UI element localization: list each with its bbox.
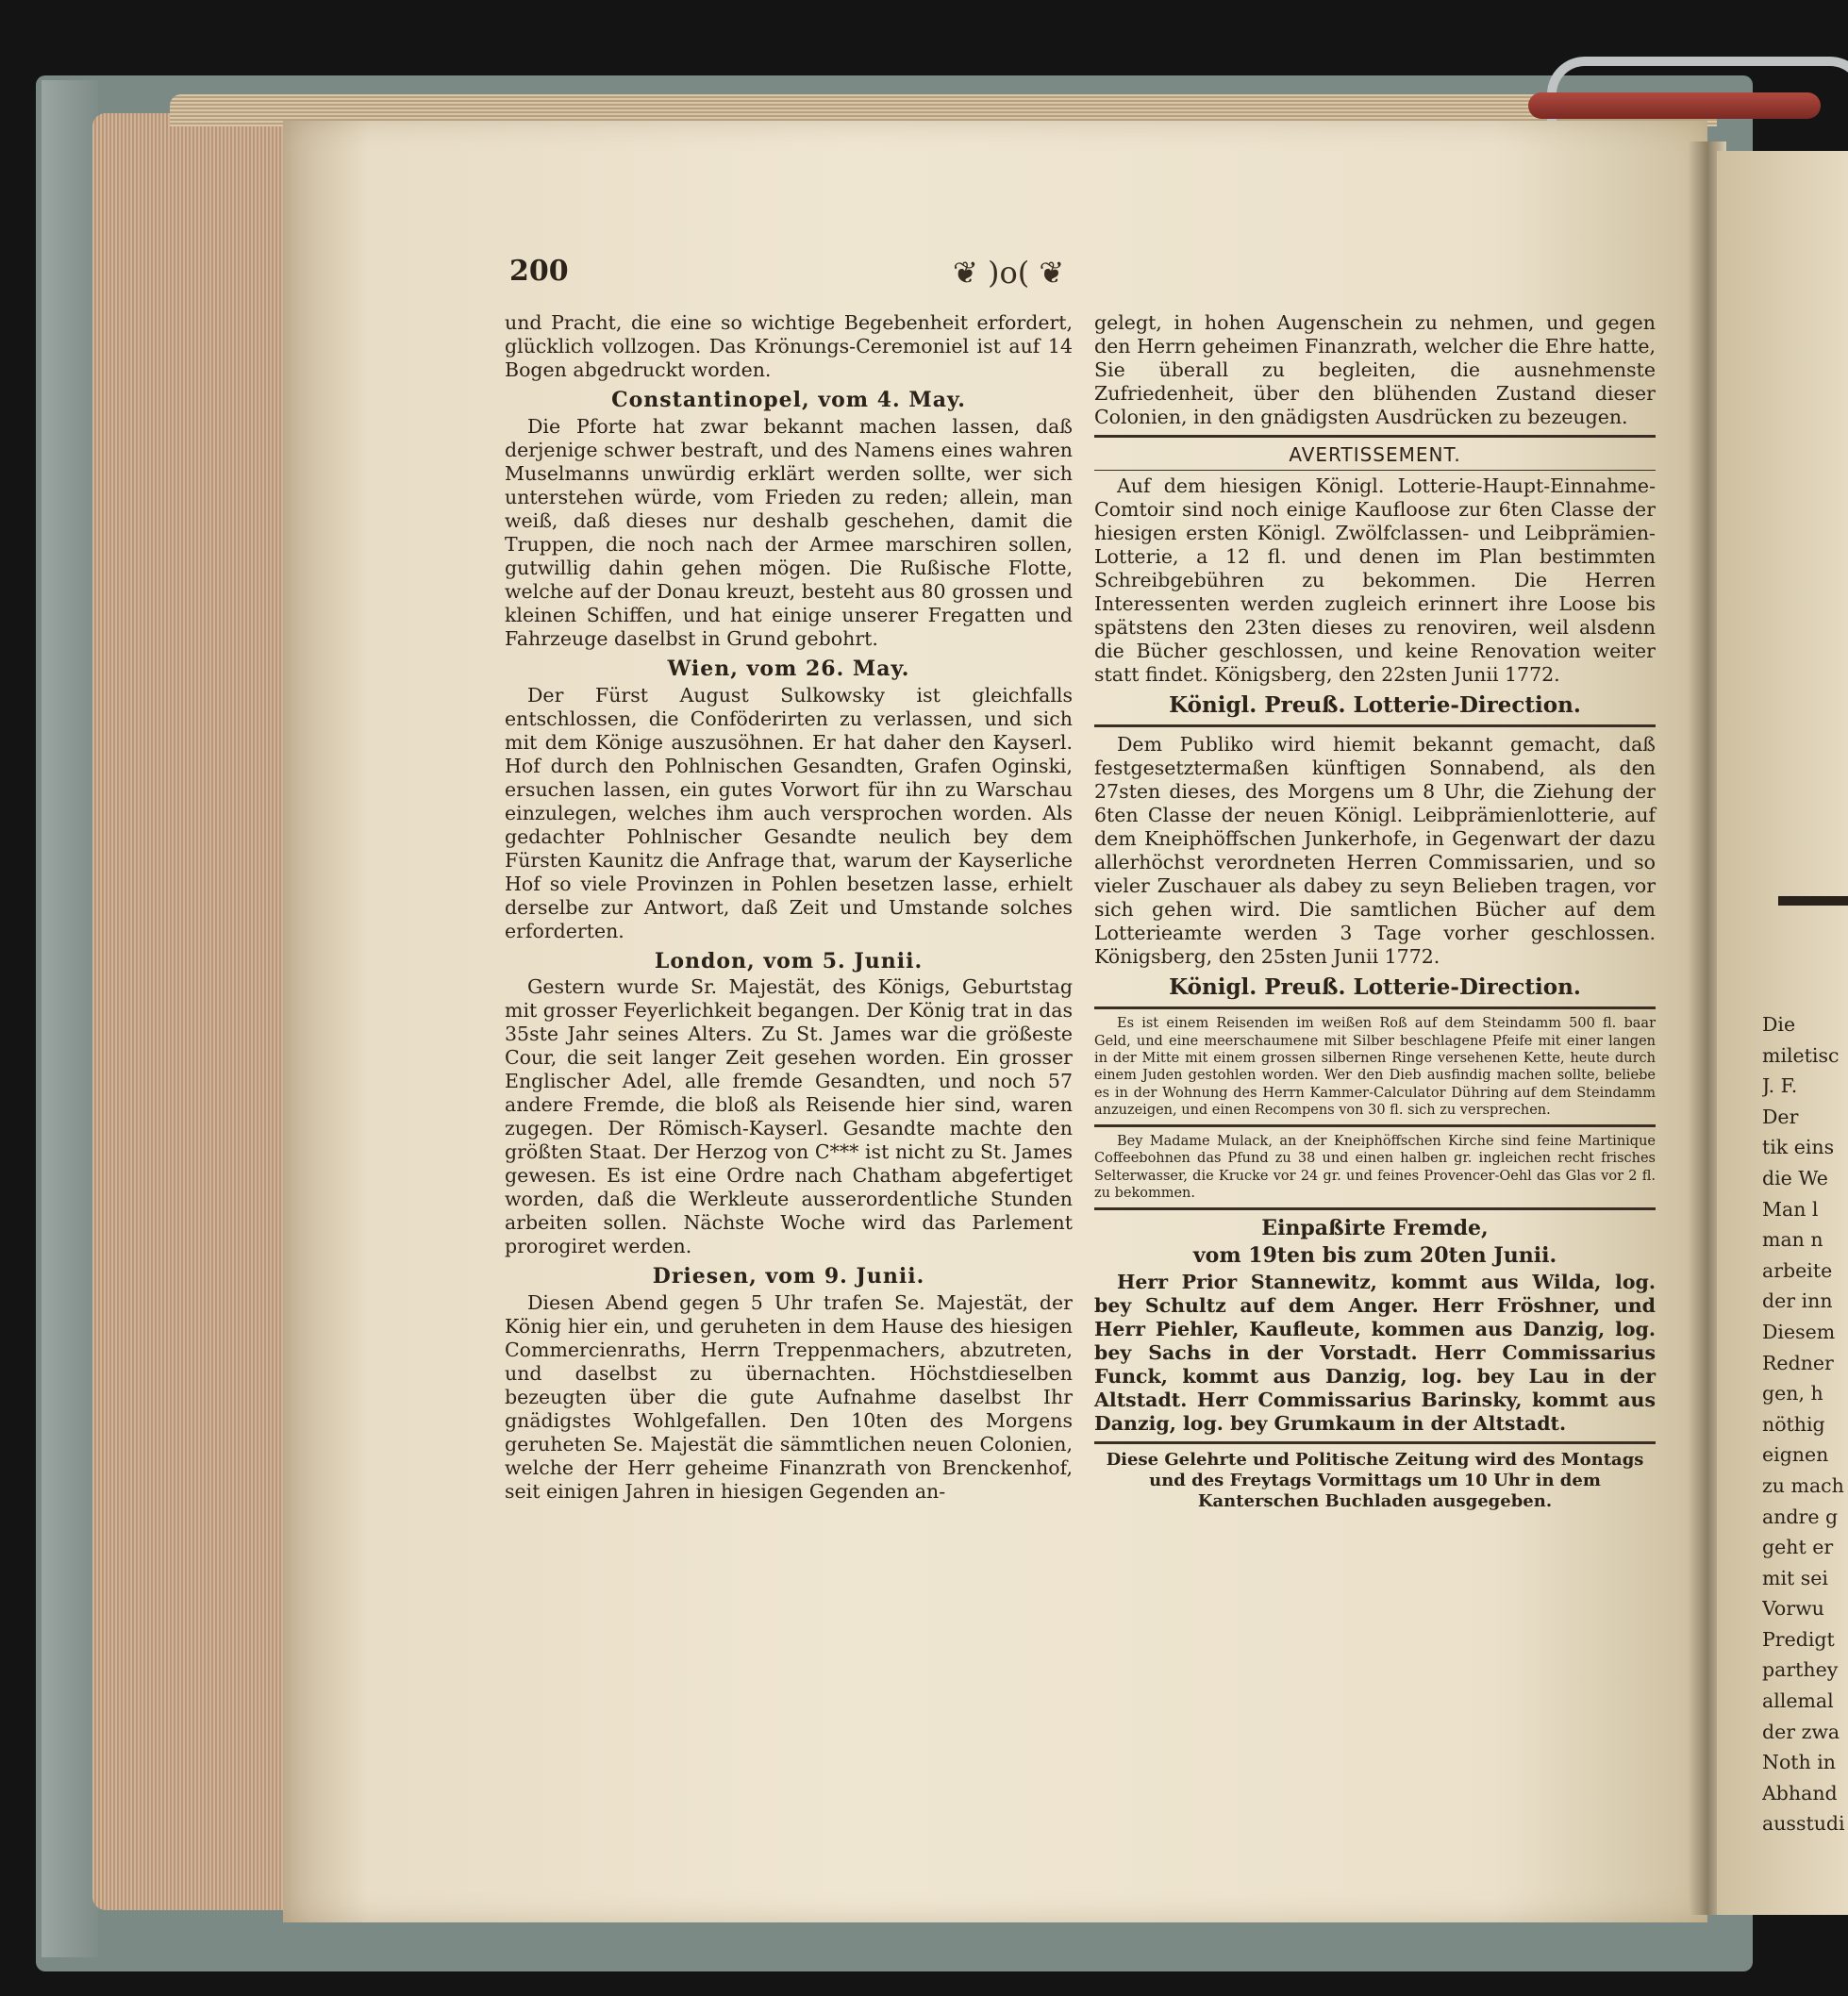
right-column: [1094, 311, 1656, 1512]
facing-page-line: parthey: [1762, 1658, 1839, 1682]
facing-page-line: allemal: [1762, 1689, 1834, 1713]
facing-page-line: ausstudi: [1762, 1812, 1845, 1836]
article-driesen: Diesen Abend gegen 5 Uhr trafen Se. Majestät, der König hier ein, und geruheten in dem Hause des hiesigen Commercienraths, Herrn Treppenmachers, abzutreten, und daselbst zu übernachten. Höchstdieselben bezeugten über die gute Aufnahme daselbst Ihr gnädigstes Wohlgefallen. Den 10ten des Morgens geruheten Se. Majestät die sämmtlichen neuen Colonien, welche der Herr geheime Finanzrath von Brenckenhof, seit einigen Jahren in hiesigen Gegenden an-: [505, 1291, 1073, 1504]
facing-page-line: nöthig: [1762, 1412, 1825, 1436]
facing-page-line: die We: [1762, 1166, 1828, 1189]
facing-page-line: zu mach: [1762, 1473, 1844, 1497]
article-constantinopel: Die Pforte hat zwar bekannt machen lassen, daß derjenige schwer bestraft, und des Namens eines wahren Muselmanns unwürdig erklärt werden sollte, wer sich unterstehen würde, vom Frieden zu reden; allein, man weiß, daß dieses nur deshalb geschehen, damit die Truppen, die noch nach der Armee marschiren sollen, gutwillig dahin gehen mögen. Die Rußische Flotte, welche auf der Donau kreuzt, besteht aus 80 grossen und kleinen Schiffen, und hat einige unserer Fregatten und Fahrzeuge daselbst in Grund gebohrt.: [505, 414, 1073, 650]
fremde-title: Einpaßirte Fremde,: [1261, 1216, 1489, 1241]
facing-page-line: arbeite: [1762, 1258, 1833, 1282]
facing-page-line: Vorwu: [1762, 1597, 1824, 1621]
fremde-list: Herr Prior Stannewitz, kommt aus Wilda, log. bey Schultz auf dem Anger. Herr Fröshner, und Herr Piehler, Kaufleute, kommen aus Danzig, log. bey Sachs in der Vorstadt. Herr Commissarius Funck, kommt aus Danzig, log. bey Lau in der Altstadt. Herr Commissarius Barinsky, kommt aus Danzig, log. bey Grumkaum in der Altstadt.: [1094, 1270, 1656, 1435]
article-london: Gestern wurde Sr. Majestät, des Königs, Geburtstag mit grosser Feyerlichkeit begangen. Der König trat in das 35ste Jahr seines Alters. Zu St. James war die größeste Cour, die seit langer Zeit gesehen worden. Ein grosser Englischer Adel, alle fremde Gesandten, und noch 57 andere Fremde, die bloß als Reisende hier sind, waren zugegen. Der Römisch-Kayserl. Gesandte machte den größten Staat. Der Herzog von C*** ist nicht zu St. James gewesen. Es ist eine Ordre nach Chatham abgefertiget worden, daß die Werkleute ausserordentliche Stunden arbeiten sollen. Nächste Woche wird das Parlement prorogiret werden.: [505, 975, 1073, 1258]
dateline-driesen: Driesen, vom 9. Junii.: [652, 1264, 925, 1289]
book-spine-edge: [42, 80, 98, 1957]
page-number: 200: [509, 255, 569, 288]
imprint-notice: Diese Gelehrte und Politische Zeitung wird des Montags und des Freytags Vormittags um 10 Uhr in dem Kanterschen Buchladen ausgegeben.: [1106, 1449, 1644, 1511]
facing-page-line: der inn: [1762, 1289, 1833, 1313]
ribbon-bookmark: [1528, 92, 1821, 119]
facing-page-text: [1762, 1009, 1847, 1839]
advertisement-lotterie-1: Auf dem hiesigen Königl. Lotterie-Haupt-Einnahme-Comtoir sind noch einige Kaufloose zur 6ten Classe der hiesigen ersten Königl. Zwölfclassen- und Leibprämien-Lotterie, a 12 fl. und denen im Plan bestimmten Schreibgebühren zu bekommen. Die Herren Interessenten werden zugleich erinnert ihre Loose bis spätstens den 23ten dieses zu renoviren, weil alsdenn die Bücher geschlossen, und keine Renovation weiter statt findet. Königsberg, den 22sten Junii 1772.: [1094, 474, 1656, 687]
signature-lotterie-2: Königl. Preuß. Lotterie-Direction.: [1169, 974, 1581, 1001]
left-column: [505, 311, 1073, 1504]
facing-page-line: Predigt: [1762, 1627, 1835, 1651]
facing-page-line: Der: [1762, 1105, 1799, 1128]
title-rule: [1094, 470, 1656, 471]
signature-lotterie-1: Königl. Preuß. Lotterie-Direction.: [1169, 692, 1581, 719]
facing-page-line: der zwa: [1762, 1720, 1840, 1743]
facing-page-line: Die: [1762, 1013, 1796, 1036]
ornament-icon: ❦ )o( ❦: [953, 255, 1065, 291]
dateline-wien: Wien, vom 26. May.: [667, 656, 910, 681]
fremde-subtitle: vom 19ten bis zum 20ten Junii.: [1192, 1242, 1557, 1268]
notice-theft: Es ist einem Reisenden im weißen Roß auf dem Steindamm 500 fl. baar Geld, und eine meerschaumene mit Silber beschlagene Pfeife mit einer langen in der Mitte mit einem grossen silbernen Ringe versehenen Kette, heute durch einem Juden gestohlen worden. Wer den Dieb ausfindig machen sollte, beliebe es in der Wohnung des Herrn Kammer-Calculator Dühring auf dem Steindamm anzuzeigen, und einen Recompens von 30 fl. sich zu versprechen.: [1094, 1016, 1656, 1118]
dateline-constantinopel: Constantinopel, vom 4. May.: [611, 388, 966, 412]
facing-page-line: Noth in: [1762, 1751, 1836, 1774]
facing-page-line: Diesem: [1762, 1320, 1836, 1343]
facing-page-line: Man l: [1762, 1197, 1819, 1221]
facing-page-line: Abhand: [1762, 1781, 1838, 1805]
section-rule: [1094, 435, 1656, 438]
facing-page-line: mit sei: [1762, 1566, 1828, 1589]
facing-page-line: miletisc: [1762, 1043, 1840, 1067]
facing-page-line: eignen: [1762, 1443, 1829, 1467]
page-header: [509, 255, 1641, 302]
continuation-paragraph: gelegt, in hohen Augenschein zu nehmen, und gegen den Herrn geheimen Finanzrath, welcher die Ehre hatte, Sie überall zu begleiten, die ausnehmenste Zufriedenheit, über den blühenden Zustand dieser Colonien, in den gnädigsten Ausdrücken zu bezeugen.: [1094, 311, 1656, 428]
section-rule: [1094, 1124, 1656, 1127]
facing-page-line: man n: [1762, 1228, 1823, 1252]
facing-page-line: geht er: [1762, 1536, 1834, 1559]
lead-paragraph: und Pracht, die eine so wichtige Begebenheit erfordert, glücklich vollzogen. Das Krönungs-Ceremoniel ist auf 14 Bogen abgedruckt worden.: [505, 311, 1073, 381]
section-rule: [1094, 1006, 1656, 1009]
facing-page-line: gen, h: [1762, 1382, 1823, 1406]
article-wien: Der Fürst August Sulkowsky ist gleichfalls entschlossen, die Conföderirten zu verlassen, und sich mit dem Könige auszusöhnen. Er hat daher den Kayserl. Hof durch den Pohlnischen Gesandten, Grafen Oginski, ersuchen lassen, ein gutes Vorwort für ihn zu Warschau einzulegen, welches ihm auch versprochen worden. Als gedachter Pohlnischer Gesandte neulich bey dem Fürsten Kaunitz die Anfrage that, warum der Kayserliche Hof so viele Provinzen in Pohlen besetzen lasse, erhielt derselbe zur Antwort, daß Zeit und Umstande solches erforderten.: [505, 683, 1073, 942]
notice-coffee: Bey Madame Mulack, an der Kneiphöffschen Kirche sind feine Martinique Coffeebohnen das Pfund zu 38 und einen halben gr. ingleichen recht frisches Selterwasser, die Krucke vor 24 gr. und feines Provencer-Oehl das Glas vor 2 fl. zu bekommen.: [1094, 1134, 1656, 1201]
facing-page-line: andre g: [1762, 1505, 1839, 1528]
dateline-london: London, vom 5. Junii.: [654, 948, 924, 973]
facing-page-line: Redner: [1762, 1351, 1834, 1374]
section-rule: [1094, 1207, 1656, 1210]
page-edges-left: [92, 113, 300, 1910]
facing-page-rule: [1778, 896, 1848, 906]
section-rule: [1094, 1441, 1656, 1444]
section-rule: [1094, 724, 1656, 727]
facing-page-line: tik eins: [1762, 1136, 1835, 1159]
advertisement-lotterie-2: Dem Publiko wird hiemit bekannt gemacht, daß festgesetztermaßen künftigen Sonnabend, als den 27sten dieses, des Morgens um 8 Uhr, die Ziehung der 6ten Classe der neuen Königl. Leibprämienlotterie, auf dem Kneiphöffschen Junkerhofe, in Gegenwart der dazu allerhöchst verordneten Herren Commissarien, und so vieler Zuschauer als dabey zu seyn Belieben tragen, vor sich gehen wird. Die samtlichen Bücher auf dem Lotterieamte werden 3 Tage vorher geschlossen. Königsberg, den 25sten Junii 1772.: [1094, 733, 1656, 969]
avertissement-title: AVERTISSEMENT.: [1289, 443, 1461, 466]
facing-page-line: J. F.: [1762, 1074, 1798, 1098]
